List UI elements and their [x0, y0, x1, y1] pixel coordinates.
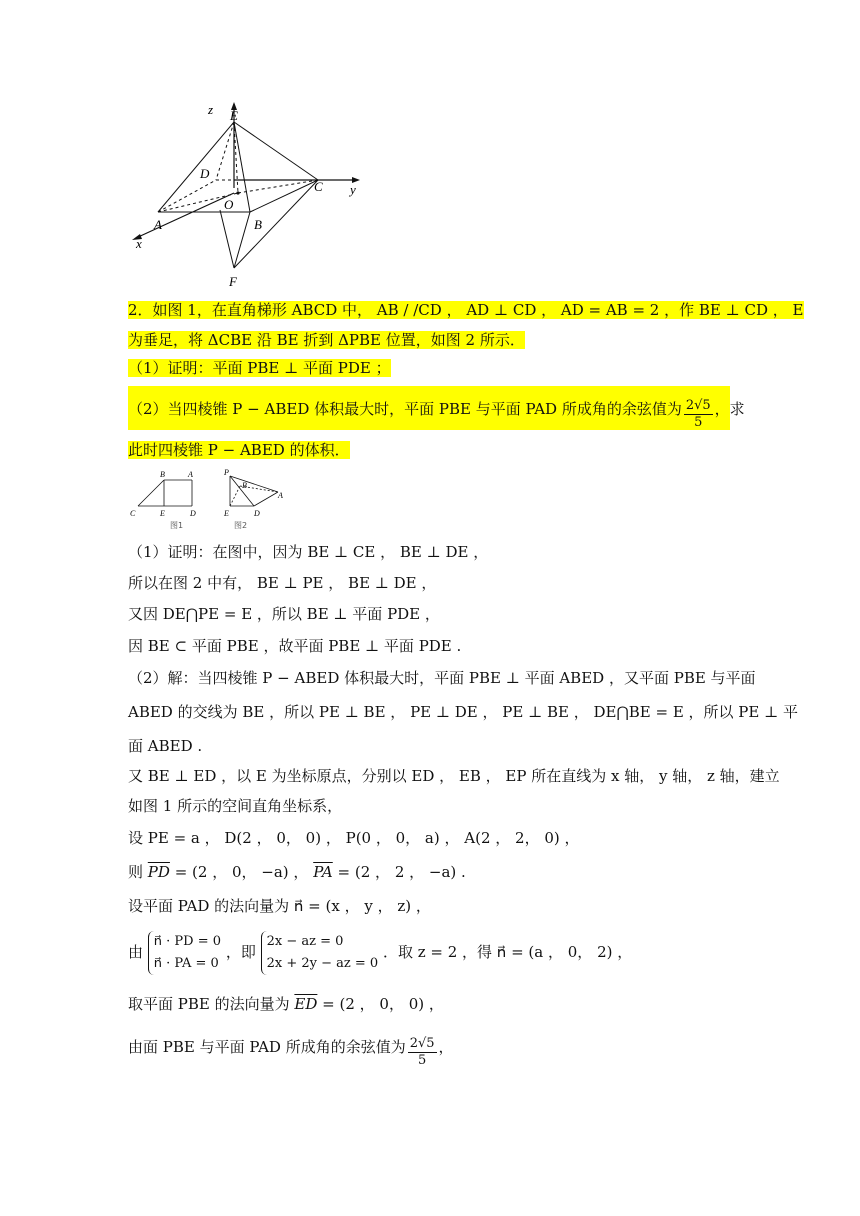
solution-line-10: 设 PE = a ， D(2 ， 0， 0) ， P(0 ， 0， a) ， A(2 ， 2， 0) ，	[128, 829, 580, 847]
solution-line-15: 由面 PBE 与平面 PAD 所成角的余弦值为 $\frac{2√5}{5}$ ，	[128, 1036, 454, 1068]
solution-line-9: 如图 1 所示的空间直角坐标系，	[128, 797, 343, 815]
label-C: C	[314, 179, 323, 194]
solution-line-7: 面 ABED .	[128, 737, 203, 755]
svg-text:E: E	[160, 509, 165, 518]
solution-line-11: 则 $\overline{PD} = (2$ ， 0， −a) ， $\overline{PA} = (2$ ， 2 ， −a) .	[128, 863, 466, 881]
solution-line-4: 因 BE ⊂ 平面 PBE ，故平面 PBE ⊥ 平面 PDE .	[128, 637, 462, 655]
problem-question-2: （2）当四棱锥 P − ABED 体积最大时，平面 PBE 与平面 PAD 所成角的余弦值为 $\frac{2√5}{5}$ ，求	[128, 398, 745, 430]
label-O: O	[224, 197, 234, 212]
label-z: z	[208, 102, 214, 117]
label-x: x	[136, 236, 142, 251]
svg-text:D: D	[254, 509, 260, 518]
problem-line-2: 为垂足，将 ΔCBE 沿 BE 折到 ΔPBE 位置，如图 2 所示．	[128, 331, 525, 349]
problem-question-2-cont: 此时四棱锥 P − ABED 的体积．	[128, 441, 350, 459]
svg-text:B: B	[160, 470, 165, 479]
svg-text:图1: 图1	[170, 521, 184, 530]
solution-line-6: ABED 的交线为 BE ，所以 PE ⊥ BE ， PE ⊥ DE ， PE ⊥ BE ， DE⋂BE = E ，所以 PE ⊥ 平	[128, 703, 798, 721]
svg-text:E: E	[224, 509, 229, 518]
label-A: A	[154, 217, 162, 232]
solution-line-1: （1）证明：在图中，因为 BE ⊥ CE ， BE ⊥ DE ，	[128, 543, 489, 561]
label-y: y	[350, 182, 356, 197]
problem-question-1: （1）证明：平面 PBE ⊥ 平面 PDE ；	[128, 359, 391, 377]
solution-line-13: 由 n⃗ · PD = 0 n⃗ · PA = 0 ，即 2x − az = 0 2x + 2y − az = 0 ．取 z = 2 ，得 n⃗ = (a ， 0， 2) ，	[128, 930, 632, 975]
equation-system-2: 2x − az = 0 2x + 2y − az = 0	[261, 931, 379, 975]
label-F: F	[229, 274, 237, 289]
equation-system-1: n⃗ · PD = 0 n⃗ · PA = 0	[148, 931, 221, 975]
solution-line-14: 取平面 PBE 的法向量为 $\overline{ED} = (2$ ， 0， 0) ，	[128, 995, 444, 1013]
figure-3d-coordinate-diagram	[128, 98, 368, 290]
svg-text:D: D	[190, 509, 196, 518]
solution-line-12: 设平面 PAD 的法向量为 n⃗ = (x ， y ， z) ，	[128, 897, 431, 915]
svg-text:A: A	[278, 491, 283, 500]
svg-text:B: B	[242, 481, 247, 490]
svg-text:图2: 图2	[234, 521, 248, 530]
figure-1-and-2	[128, 466, 288, 536]
label-B: B	[254, 217, 262, 232]
solution-line-5: （2）解：当四棱锥 P − ABED 体积最大时，平面 PBE ⊥ 平面 ABED ，又平面 PBE 与平面	[128, 669, 756, 687]
problem-line-1: 2．如图 1，在直角梯形 ABCD 中， AB / /CD ， AD ⊥ CD ， AD = AB = 2 ，作 BE ⊥ CD ， E	[128, 301, 804, 319]
solution-line-8: 又 BE ⊥ ED ，以 E 为坐标原点，分别以 ED ， EB ， EP 所在直线为 x 轴， y 轴， z 轴，建立	[128, 767, 780, 785]
solution-line-3: 又因 DE⋂PE = E ，所以 BE ⊥ 平面 PDE ，	[128, 605, 440, 623]
label-E: E	[230, 108, 238, 123]
svg-text:A: A	[188, 470, 193, 479]
svg-text:C: C	[130, 509, 136, 518]
solution-line-2: 所以在图 2 中有， BE ⊥ PE ， BE ⊥ DE ，	[128, 574, 437, 592]
label-D: D	[200, 166, 210, 181]
svg-text:P: P	[224, 468, 229, 477]
